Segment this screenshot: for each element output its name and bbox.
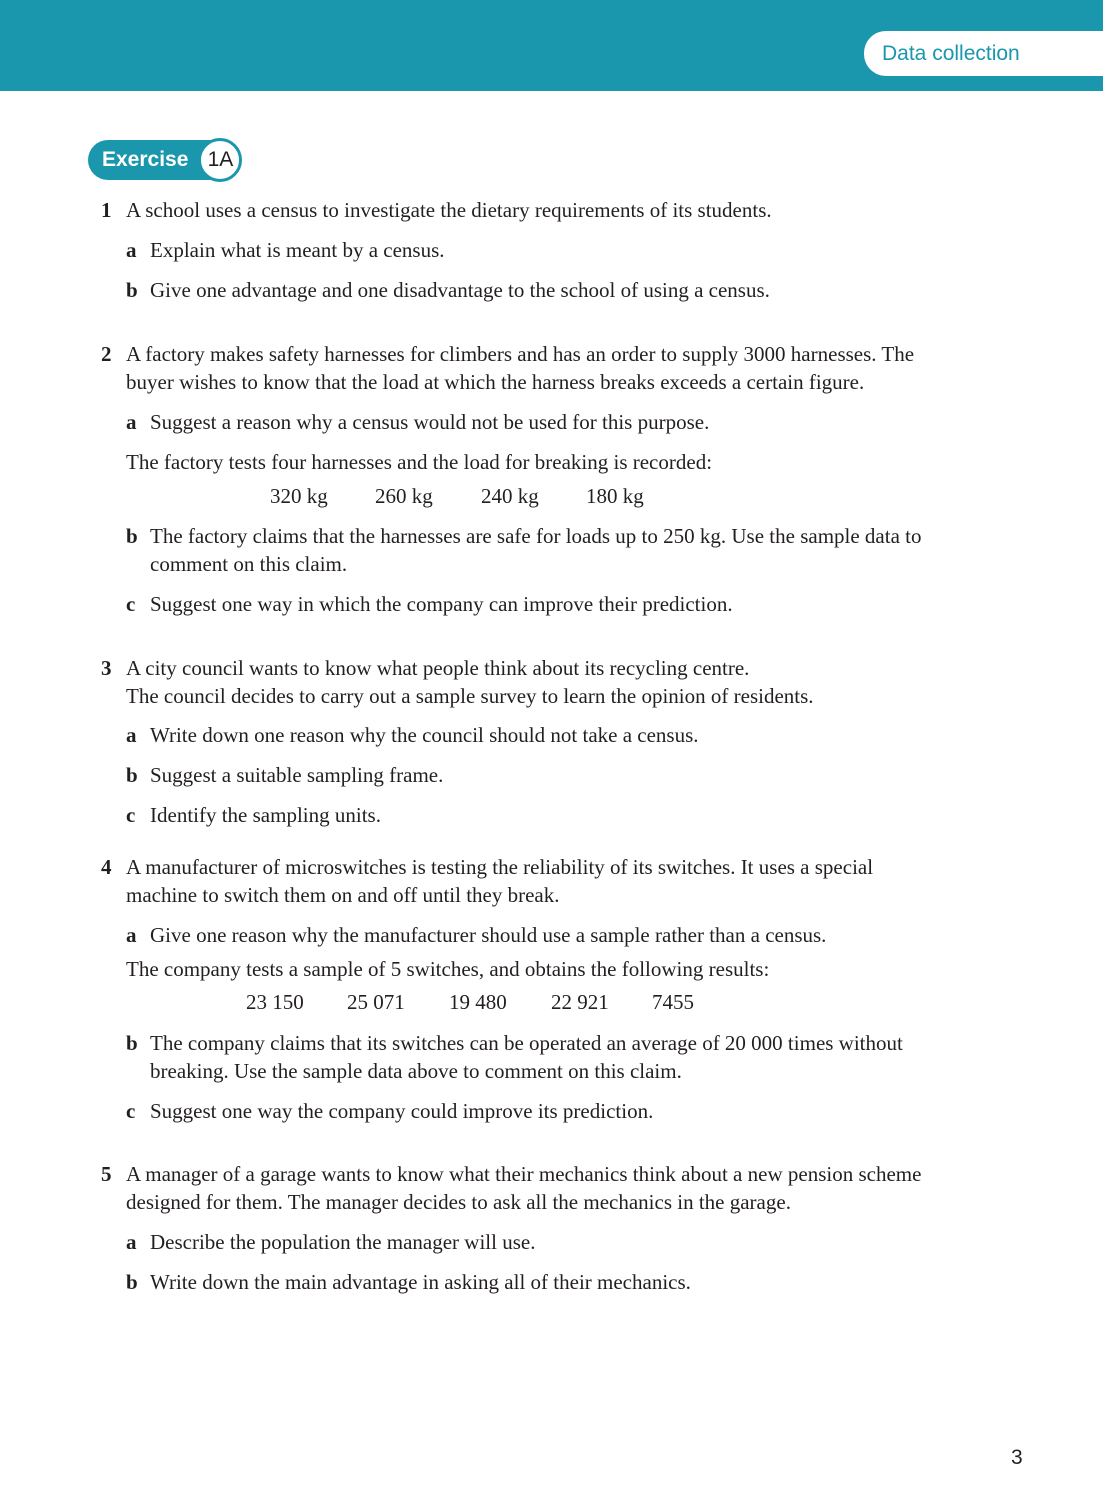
part-text: The company claims that its switches can be operated an average of 20 000 times without — [150, 1031, 903, 1055]
part-text: Suggest one way the company could improve its prediction. — [150, 1099, 654, 1123]
info-text: The company tests a sample of 5 switches, and obtains the following results: — [126, 957, 770, 981]
exercise-label: Exercise — [88, 140, 220, 180]
question-stem: designed for them. The manager decides to ask all the mechanics in the garage. — [126, 1190, 791, 1214]
data-value: 25 071 — [347, 990, 405, 1014]
part-text: Suggest a reason why a census would not be used for this purpose. — [150, 410, 710, 434]
question-number: 1 — [101, 198, 112, 222]
question-stem: A factory makes safety harnesses for climbers and has an order to supply 3000 harnesses. The — [126, 342, 915, 366]
part-label: a — [126, 238, 137, 262]
question-number: 3 — [101, 656, 112, 680]
part-label: b — [126, 524, 138, 548]
part-text: Give one advantage and one disadvantage to the school of using a census. — [150, 278, 770, 302]
section-title: Data collection — [864, 31, 1103, 76]
part-text: breaking. Use the sample data above to comment on this claim. — [150, 1059, 682, 1083]
data-value: 260 kg — [375, 484, 433, 508]
data-value: 320 kg — [270, 484, 328, 508]
question-number: 5 — [101, 1162, 112, 1186]
part-text: Give one reason why the manufacturer should use a sample rather than a census. — [150, 923, 827, 947]
part-label: a — [126, 1230, 137, 1254]
part-label: c — [126, 803, 136, 827]
question-stem: A manager of a garage wants to know what their mechanics think about a new pension scheme — [126, 1162, 922, 1186]
data-value: 23 150 — [246, 990, 304, 1014]
part-label: b — [126, 278, 138, 302]
part-label: b — [126, 1270, 138, 1294]
page-number: 3 — [1011, 1446, 1023, 1469]
part-text: Suggest one way in which the company can improve their prediction. — [150, 592, 733, 616]
part-text: Identify the sampling units. — [150, 803, 381, 827]
part-text: Describe the population the manager will use. — [150, 1230, 536, 1254]
question-stem: machine to switch them on and off until they break. — [126, 883, 560, 907]
data-value: 7455 — [652, 990, 694, 1014]
part-label: c — [126, 1099, 136, 1123]
part-text: Write down the main advantage in asking all of their mechanics. — [150, 1270, 691, 1294]
part-text: comment on this claim. — [150, 552, 348, 576]
question-stem: A school uses a census to investigate the dietary requirements of its students. — [126, 198, 772, 222]
data-value: 22 921 — [551, 990, 609, 1014]
data-value: 19 480 — [449, 990, 507, 1014]
question-stem: buyer wishes to know that the load at which the harness breaks exceeds a certain figure. — [126, 370, 865, 394]
exercise-badge — [88, 138, 242, 182]
question-stem: The council decides to carry out a sample survey to learn the opinion of residents. — [126, 684, 814, 708]
part-text: Suggest a suitable sampling frame. — [150, 763, 444, 787]
question-number: 2 — [101, 342, 112, 366]
question-number: 4 — [101, 855, 112, 879]
part-text: Write down one reason why the council should not take a census. — [150, 723, 699, 747]
part-text: Explain what is meant by a census. — [150, 238, 445, 262]
part-label: b — [126, 763, 138, 787]
part-label: a — [126, 410, 137, 434]
exercise-number: 1A — [198, 138, 242, 182]
part-label: b — [126, 1031, 138, 1055]
question-stem: A city council wants to know what people think about its recycling centre. — [126, 656, 750, 680]
data-value: 180 kg — [586, 484, 644, 508]
info-text: The factory tests four harnesses and the load for breaking is recorded: — [126, 450, 713, 474]
part-label: a — [126, 923, 137, 947]
part-text: The factory claims that the harnesses are safe for loads up to 250 kg. Use the sample data to — [150, 524, 922, 548]
part-label: a — [126, 723, 137, 747]
part-label: c — [126, 592, 136, 616]
data-value: 240 kg — [481, 484, 539, 508]
question-stem: A manufacturer of microswitches is testing the reliability of its switches. It uses a special — [126, 855, 874, 879]
